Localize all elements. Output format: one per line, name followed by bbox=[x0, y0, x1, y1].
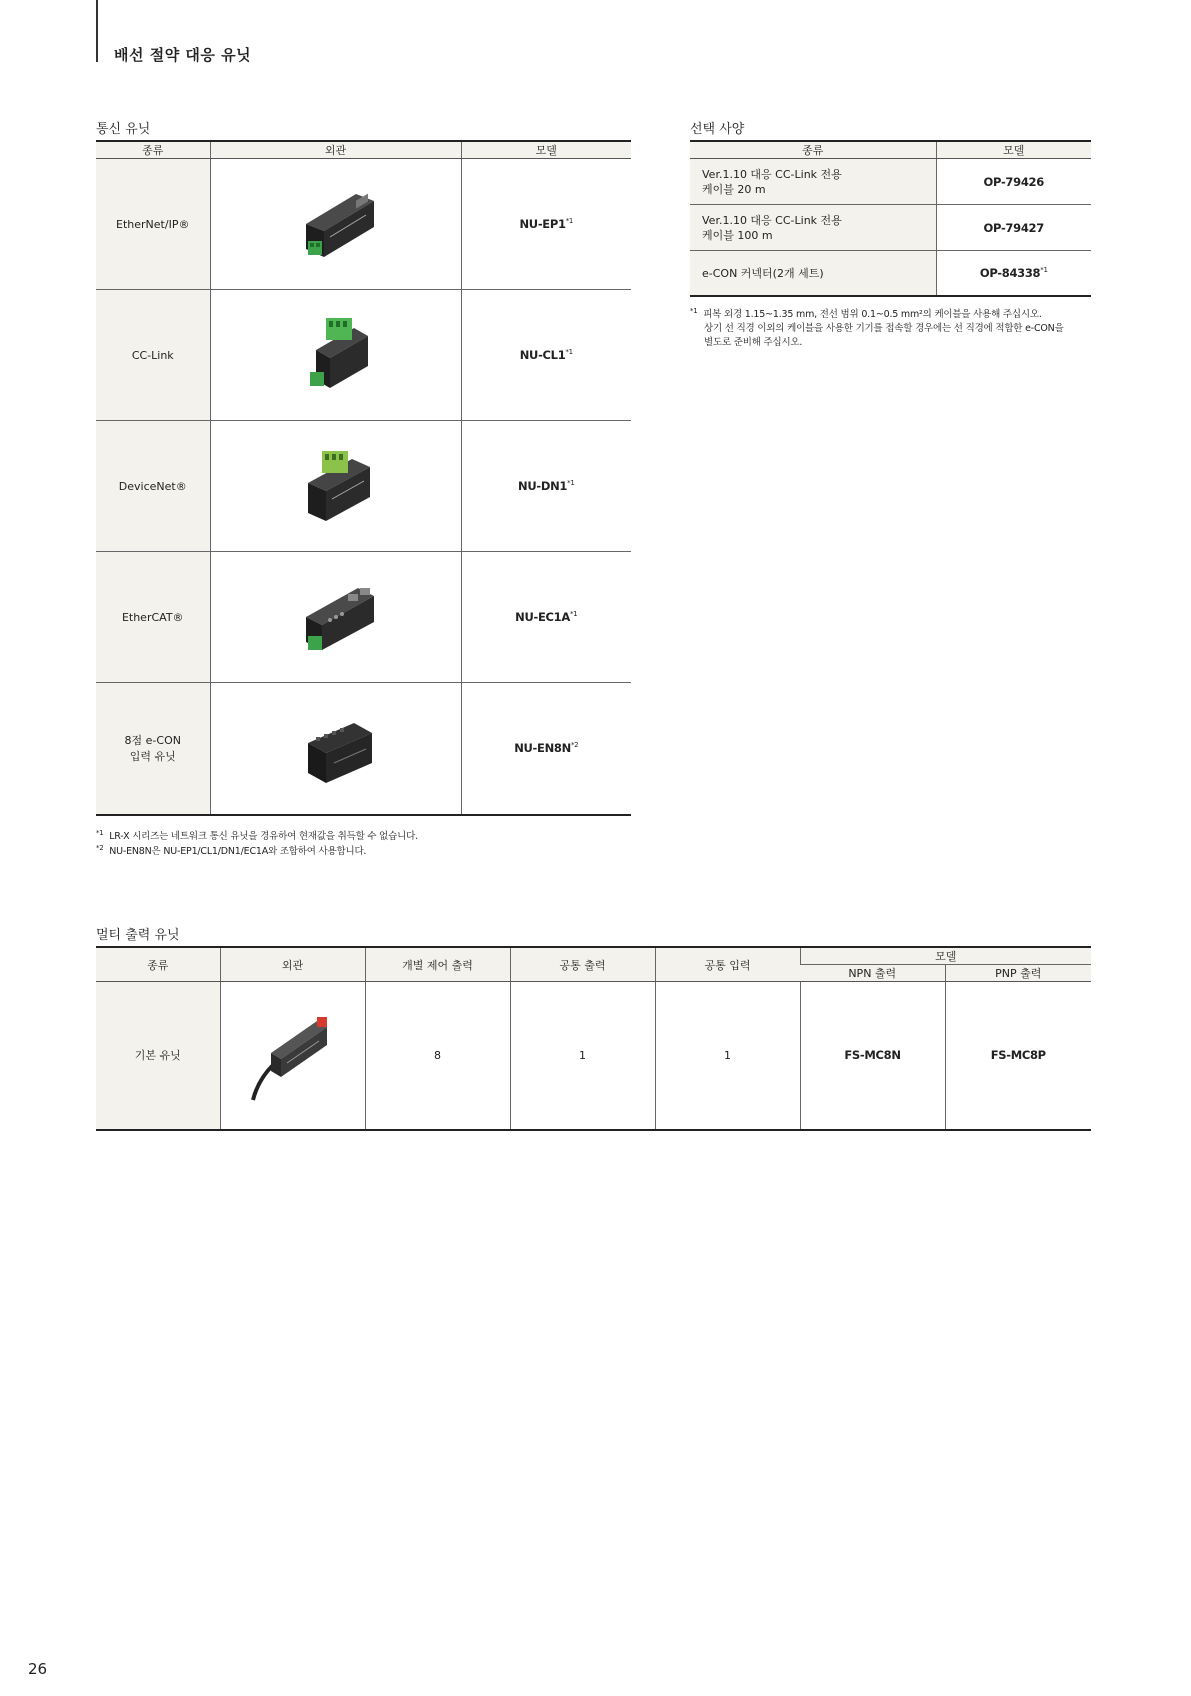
col-common-outputs: 공통 출력 bbox=[510, 947, 655, 982]
multi-output-table bbox=[96, 946, 1091, 1131]
comm-header-row bbox=[96, 141, 631, 159]
type-line: 케이블 100 m bbox=[702, 228, 773, 242]
col-model: 모델 bbox=[800, 947, 1091, 965]
note-ref: *1 bbox=[569, 610, 578, 619]
model-cell bbox=[461, 552, 631, 683]
table-row bbox=[690, 159, 1091, 205]
type-line: Ver.1.10 대응 CC-Link 전용 bbox=[702, 167, 842, 181]
options-header-row bbox=[690, 141, 1091, 159]
multi-header-row bbox=[96, 947, 1091, 965]
type-cell bbox=[690, 159, 936, 205]
col-npn: NPN 출력 bbox=[800, 965, 945, 982]
ethercat-unit-image bbox=[210, 552, 461, 683]
options-title: 선택 사양 bbox=[690, 122, 745, 137]
model-number: NU-DN1 bbox=[518, 479, 568, 493]
model-number: NU-EN8N bbox=[514, 741, 571, 756]
note-mark: *1 bbox=[96, 829, 104, 837]
multi-output-title: 멀티 출력 유닛 bbox=[96, 928, 180, 943]
model-cell bbox=[461, 159, 631, 290]
table-row bbox=[96, 421, 631, 552]
model-number: NU-CL1 bbox=[519, 348, 566, 362]
table-row bbox=[96, 290, 631, 421]
type-cell: 기본 유닛 bbox=[96, 982, 220, 1130]
table-row bbox=[96, 159, 631, 290]
note-mark: *1 bbox=[690, 307, 698, 315]
note-ref: *1 bbox=[565, 217, 574, 226]
common-inputs-cell: 1 bbox=[655, 982, 800, 1130]
header-rule bbox=[96, 0, 98, 62]
type-line: Ver.1.10 대응 CC-Link 전용 bbox=[702, 213, 842, 227]
multi-output-unit-image bbox=[220, 982, 365, 1130]
type-cell bbox=[96, 683, 210, 815]
col-pnp: PNP 출력 bbox=[945, 965, 1091, 982]
model-number: OP-84338 bbox=[979, 265, 1041, 280]
note-ref: *1 bbox=[1040, 265, 1048, 274]
econ-input-unit-image bbox=[210, 683, 461, 815]
model-cell bbox=[461, 421, 631, 552]
col-appearance: 외관 bbox=[220, 947, 365, 982]
model-number: NU-EC1A bbox=[515, 610, 570, 624]
note-ref: *2 bbox=[570, 741, 579, 750]
model-cell bbox=[461, 683, 631, 815]
table-row bbox=[690, 205, 1091, 251]
type-line: 입력 유닛 bbox=[129, 750, 176, 764]
model-cell bbox=[936, 251, 1091, 296]
comm-units-table bbox=[96, 140, 631, 816]
model-number: OP-79426 bbox=[936, 159, 1091, 205]
type-line: 케이블 20 m bbox=[702, 182, 766, 196]
type-line: 8점 e-CON bbox=[124, 734, 181, 748]
model-cell bbox=[461, 290, 631, 421]
note-text: LR-X 시리즈는 네트워크 통신 유닛을 경유하여 현재값을 취득할 수 없습니다. bbox=[109, 831, 418, 843]
type-cell: CC-Link bbox=[96, 290, 210, 421]
col-model: 모델 bbox=[936, 141, 1091, 159]
type-cell bbox=[690, 205, 936, 251]
comm-note-2 bbox=[96, 841, 366, 859]
pnp-model-cell: FS-MC8P bbox=[945, 982, 1091, 1130]
table-row bbox=[96, 982, 1091, 1130]
note-line: 상기 선 직경 이외의 케이블을 사용한 기기를 접속할 경우에는 선 직경에 적합한 e-CON을 bbox=[704, 323, 1064, 335]
comm-units-title: 통신 유닛 bbox=[96, 122, 151, 137]
type-cell: EtherCAT® bbox=[96, 552, 210, 683]
note-ref: *1 bbox=[567, 479, 575, 488]
common-outputs-cell: 1 bbox=[510, 982, 655, 1130]
note-text: NU-EN8N은 NU-EP1/CL1/DN1/EC1A와 조합하여 사용합니다. bbox=[109, 846, 367, 858]
note-mark: *2 bbox=[96, 844, 104, 852]
col-common-inputs: 공통 입력 bbox=[655, 947, 800, 982]
col-type: 종류 bbox=[96, 947, 220, 982]
model-number: OP-79427 bbox=[936, 205, 1091, 251]
type-cell: e-CON 커넥터(2개 세트) bbox=[690, 251, 936, 296]
col-appearance: 외관 bbox=[210, 141, 461, 159]
note-line: 별도로 준비해 주십시오. bbox=[704, 337, 803, 349]
col-type: 종류 bbox=[96, 141, 210, 159]
col-model: 모델 bbox=[461, 141, 631, 159]
type-cell: DeviceNet® bbox=[96, 421, 210, 552]
page-header-title: 배선 절약 대응 유닛 bbox=[114, 46, 252, 64]
options-table bbox=[690, 140, 1091, 297]
model-number: NU-EP1 bbox=[519, 217, 566, 231]
col-type: 종류 bbox=[690, 141, 936, 159]
table-row bbox=[690, 251, 1091, 296]
devicenet-unit-image bbox=[210, 421, 461, 552]
npn-model-cell: FS-MC8N bbox=[800, 982, 945, 1130]
cc-link-unit-image bbox=[210, 290, 461, 421]
note-ref: *1 bbox=[565, 348, 573, 357]
page-number: 26 bbox=[28, 1660, 48, 1678]
col-individual-outputs: 개별 제어 출력 bbox=[365, 947, 510, 982]
options-note bbox=[690, 304, 1100, 350]
note-line: $^{*1}$ 피복 외경 1.15~1.35 mm, 전선 범위 0.1~0.5 mm²의 케이블을 사용해 주십시오. bbox=[690, 307, 1042, 321]
ethernet-ip-unit-image bbox=[210, 159, 461, 290]
table-row bbox=[96, 552, 631, 683]
type-cell: EtherNet/IP® bbox=[96, 159, 210, 290]
individual-outputs-cell: 8 bbox=[365, 982, 510, 1130]
table-row bbox=[96, 683, 631, 815]
